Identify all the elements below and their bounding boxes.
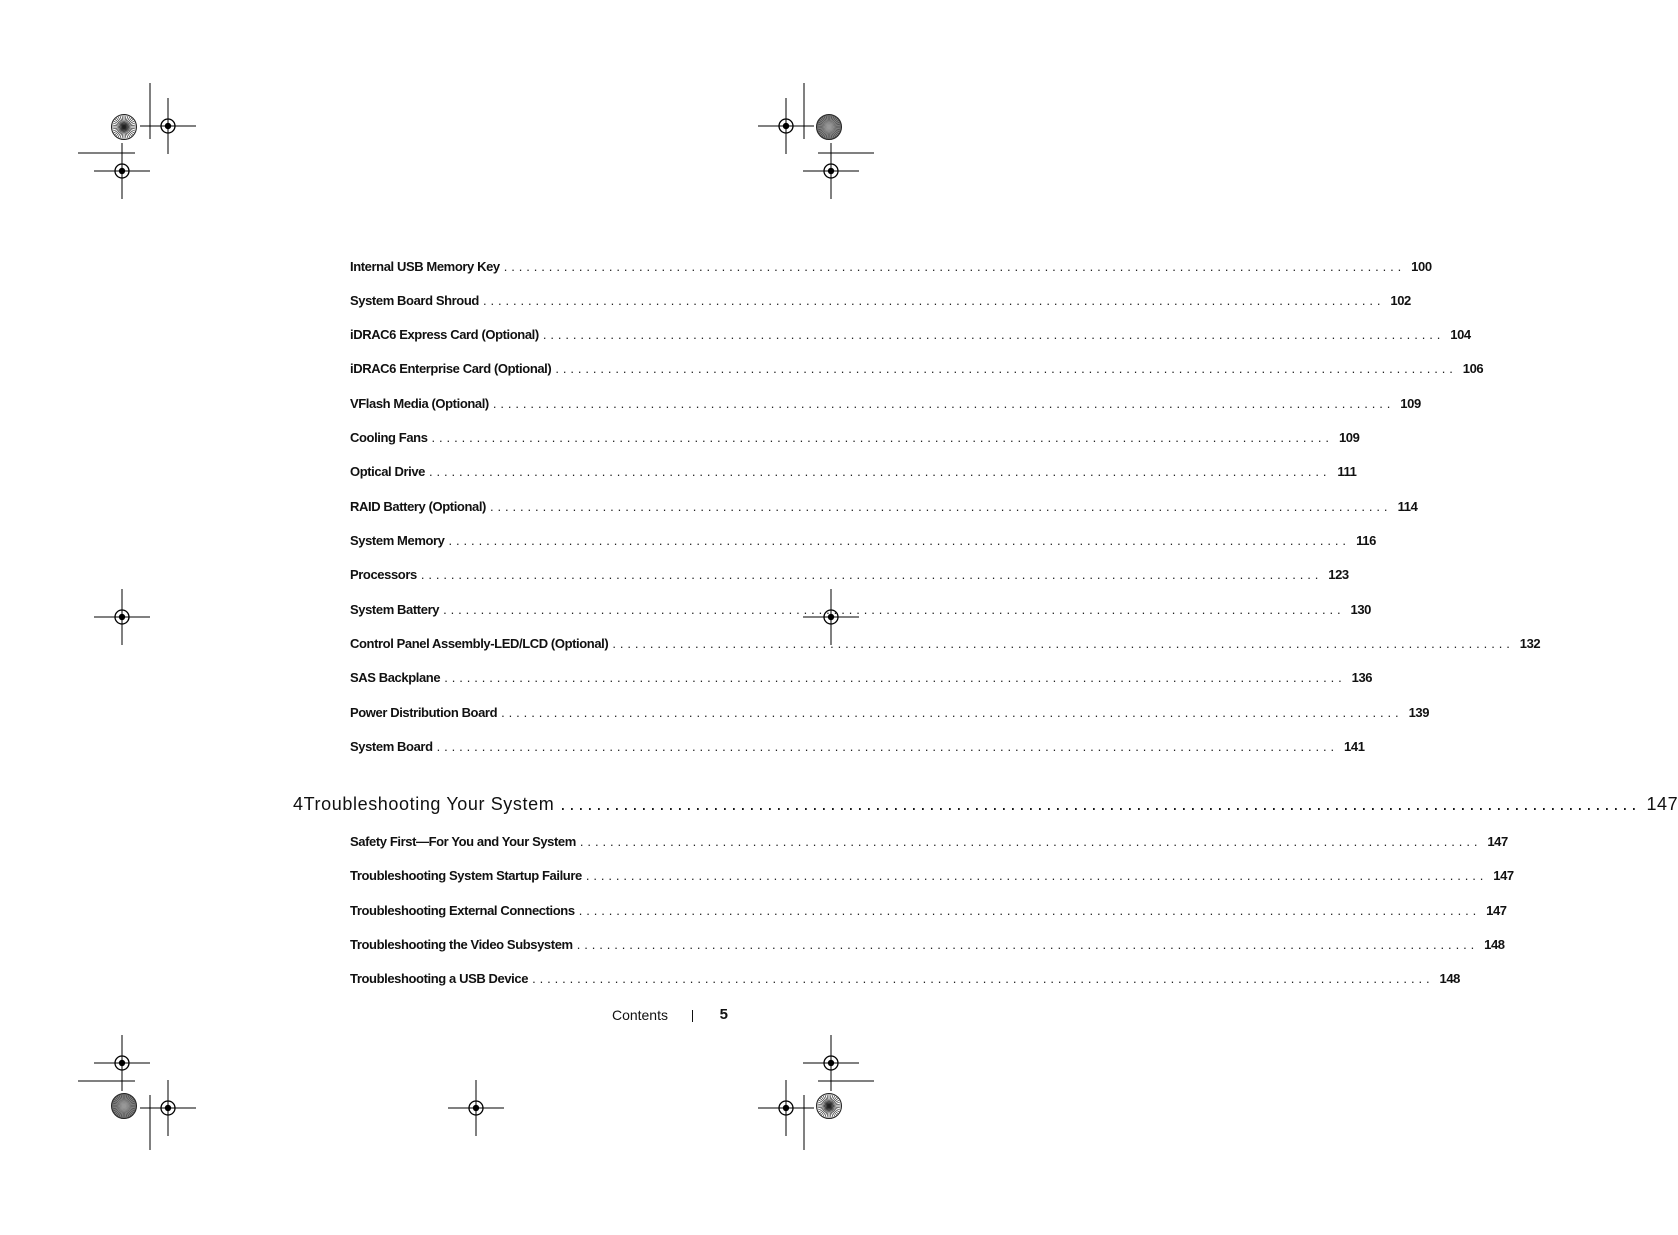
toc-entry-page: 139 [1408, 705, 1430, 720]
toc-entry-title: VFlash Media (Optional) [350, 396, 489, 411]
registration-target-dot [165, 123, 171, 129]
leader-dots: ........................................................................................................................ [542, 327, 1445, 342]
toc-entry-page: 116 [1356, 533, 1376, 548]
toc-entry[interactable] [350, 533, 1376, 551]
toc-entry-page: 106 [1462, 361, 1484, 376]
registration-target-dot [783, 123, 789, 129]
toc-entry[interactable] [350, 705, 1430, 723]
leader-dots: ........................................................................................................................ [576, 937, 1479, 952]
leader-dots: ........................................................................................................................ [612, 636, 1514, 651]
toc-entry-title: System Memory [350, 533, 445, 548]
toc-entry[interactable] [350, 293, 1411, 311]
toc-entry[interactable] [350, 636, 1541, 654]
toc-entry[interactable] [350, 396, 1421, 414]
footer-separator [692, 1010, 693, 1022]
chapter-page: 147 [1646, 794, 1678, 814]
toc-entry-page: 148 [1439, 971, 1460, 986]
toc-entry[interactable] [350, 834, 1508, 852]
page-number: 5 [719, 1006, 728, 1023]
leader-dots: ........................................................................................................................ [448, 533, 1350, 548]
registration-target-dot [119, 614, 125, 620]
registration-target-dot [828, 168, 834, 174]
toc-entry-title: SAS Backplane [350, 670, 441, 685]
leader-dots: ........................................................................................................................ [431, 430, 1333, 445]
leader-dots: ........................................................................................................................ [420, 567, 1323, 582]
toc-entry-page: 123 [1328, 567, 1349, 582]
page-footer [560, 1006, 730, 1026]
toc-entry-title: Cooling Fans [350, 430, 428, 445]
toc-entry-title: iDRAC6 Express Card (Optional) [350, 327, 539, 342]
toc-entry[interactable] [350, 868, 1514, 886]
toc-entry[interactable] [350, 464, 1357, 482]
leader-dots: ........................................................................................................................ [532, 971, 1434, 986]
toc-entry-title: Safety First—For You and Your System [350, 834, 576, 849]
footer-label: Contents [611, 1007, 668, 1023]
toc-entry-title: Troubleshooting System Startup Failure [350, 868, 582, 883]
toc-entry-page: 102 [1390, 293, 1411, 308]
registration-target-dot [828, 1060, 834, 1066]
toc-entry-title: iDRAC6 Enterprise Card (Optional) [350, 361, 552, 376]
chapter-title: Troubleshooting Your System [303, 794, 555, 814]
chapter-number: 4 [293, 794, 304, 814]
chapter-heading[interactable] [293, 794, 1678, 818]
toc-entry-page: 132 [1519, 636, 1541, 651]
registration-target-dot [783, 1105, 789, 1111]
toc-entry[interactable] [350, 499, 1418, 517]
toc-entry-page: 130 [1350, 602, 1371, 617]
leader-dots: ........................................................................................................................ [578, 903, 1481, 918]
toc-entry-title: System Board Shroud [350, 293, 479, 308]
leader-dots: ........................................................................................................................ [585, 868, 1488, 883]
leader-dots: ........................................................................................................................ [501, 705, 1403, 720]
toc-entry-title: Power Distribution Board [350, 705, 498, 720]
toc-entry-page: 147 [1487, 834, 1508, 849]
toc-entry-page: 109 [1338, 430, 1360, 445]
toc-entry-page: 100 [1411, 259, 1432, 274]
leader-dots: ........................................................................................................................ [444, 670, 1346, 685]
toc-entry[interactable] [350, 739, 1365, 757]
toc-entry-title: System Battery [350, 602, 440, 617]
toc-entry-page: 109 [1400, 396, 1421, 411]
toc-entry-page: 104 [1450, 327, 1471, 342]
toc-entry[interactable] [350, 937, 1505, 955]
toc-entry-page: 148 [1484, 937, 1505, 952]
toc-entry-title: RAID Battery (Optional) [350, 499, 486, 514]
leader-dots: ........................................................................................................................ [503, 259, 1406, 274]
registration-target-dot [473, 1105, 479, 1111]
registration-target-dot [119, 1060, 125, 1066]
toc-entry-page: 111 [1337, 464, 1357, 479]
toc-entry[interactable] [350, 259, 1432, 277]
toc-entry-title: Troubleshooting the Video Subsystem [350, 937, 573, 952]
toc-entry-page: 114 [1397, 499, 1418, 514]
toc-entry-page: 147 [1486, 903, 1507, 918]
leader-dots: ........................................................................................................................ [579, 834, 1482, 849]
leader-dots: ........................................................................................................................ [489, 499, 1392, 514]
toc-entry-title: Troubleshooting External Connections [350, 903, 575, 918]
registration-target-dot [165, 1105, 171, 1111]
leader-dots: ........................................................................................................................ [555, 361, 1457, 376]
leader-dots: ........................................................................................................................ [492, 396, 1395, 411]
toc-entry[interactable] [350, 903, 1507, 921]
toc-entry[interactable] [350, 361, 1484, 379]
toc-entry-title: Processors [350, 567, 417, 582]
leader-dots: ........................................................................................................................ [482, 293, 1385, 308]
toc-entry[interactable] [350, 327, 1471, 345]
toc-entry-page: 141 [1344, 739, 1365, 754]
toc-entry-page: 147 [1493, 868, 1514, 883]
leader-dots: ........................................................................................................................ [443, 602, 1345, 617]
toc-entry-title: Optical Drive [350, 464, 425, 479]
toc-entry[interactable] [350, 971, 1460, 989]
toc-entry[interactable] [350, 567, 1349, 585]
toc-entry[interactable] [350, 430, 1360, 448]
leader-dots: ........................................................................................................................ [560, 794, 1641, 814]
toc-entry-title: Control Panel Assembly-LED/LCD (Optional) [350, 636, 609, 651]
registration-target-dot [119, 168, 125, 174]
leader-dots: ........................................................................................................................ [436, 739, 1339, 754]
toc-entry-title: System Board [350, 739, 433, 754]
toc-entry[interactable] [350, 670, 1373, 688]
toc-entry-title: Internal USB Memory Key [350, 259, 500, 274]
leader-dots: ........................................................................................................................ [429, 464, 1331, 479]
toc-entry[interactable] [350, 602, 1371, 620]
toc-entry-page: 136 [1351, 670, 1373, 685]
toc-entry-title: Troubleshooting a USB Device [350, 971, 529, 986]
